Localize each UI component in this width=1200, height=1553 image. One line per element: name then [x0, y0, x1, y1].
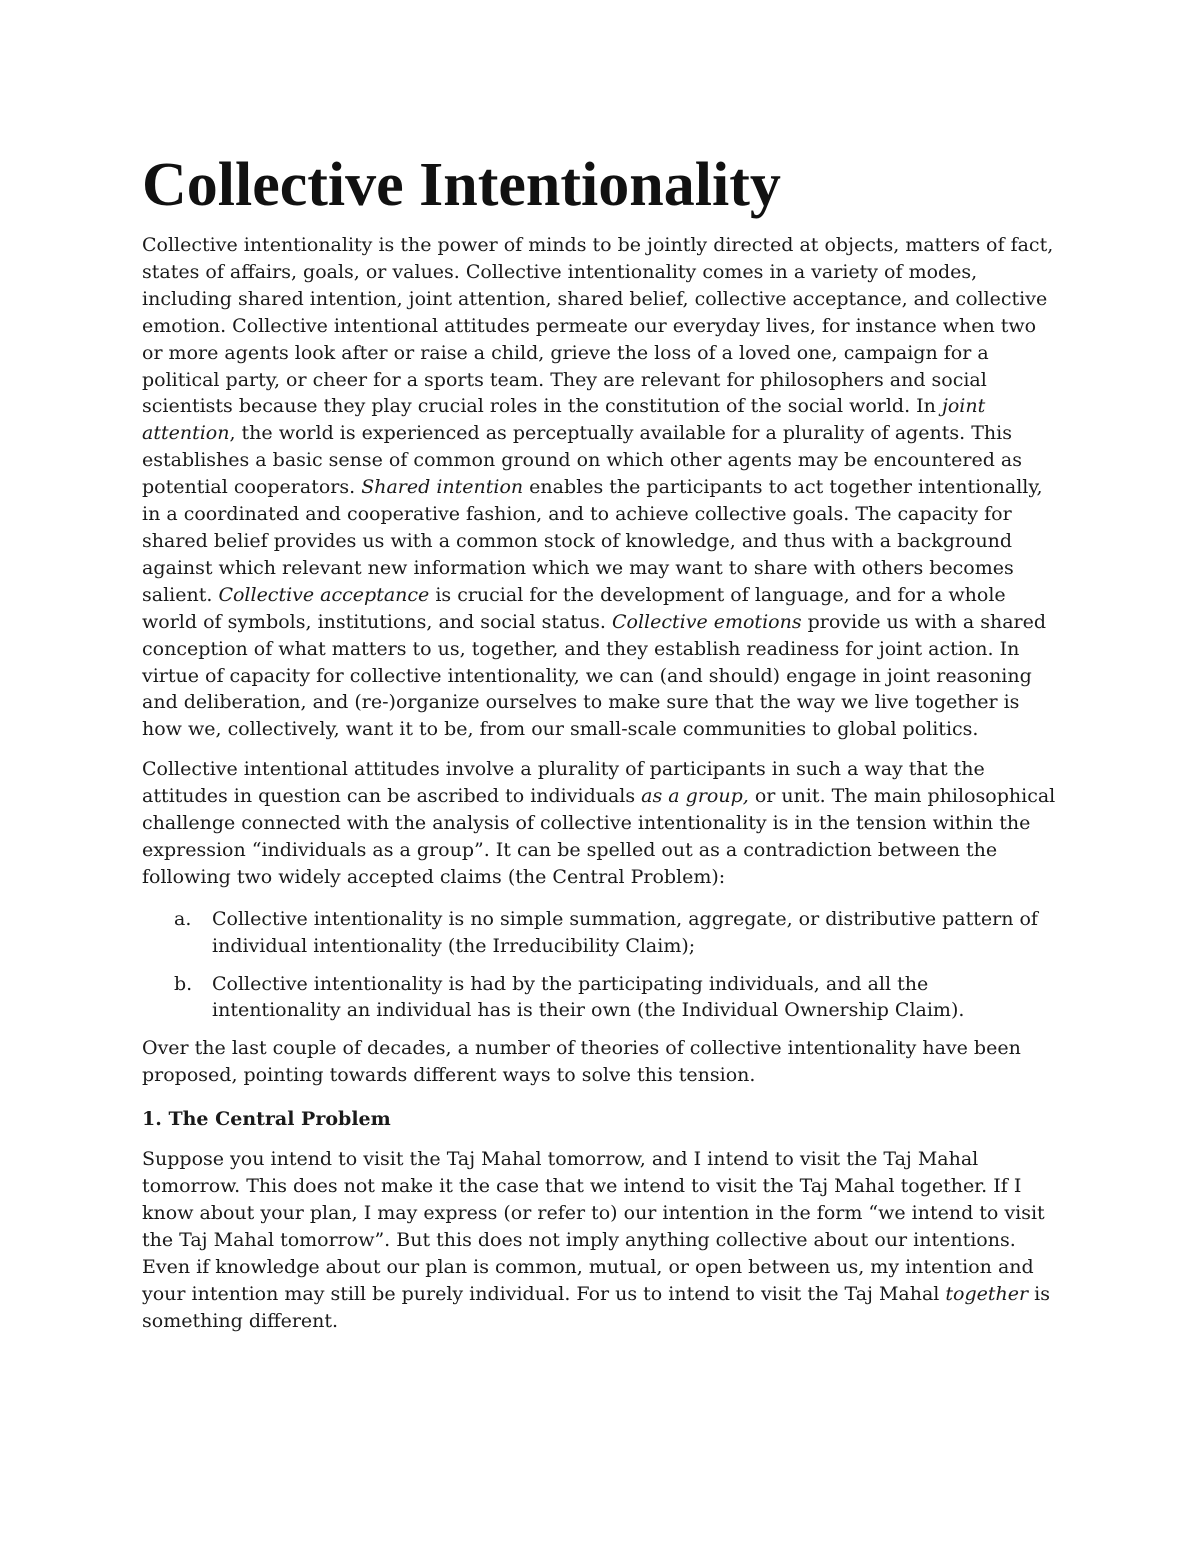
text-run: , the world is experienced as perceptually available for a plurality of agents. This establishes a basic sense of common ground on which other agents may be encountered as potential cooperators.: [142, 422, 1022, 499]
list-item-text: Collective intentionality is had by the participating individuals, and all the intentionality an individual has is their own (the Individual Ownership Claim).: [212, 972, 965, 1022]
emphasis-joint-attention: joint attention: [142, 395, 986, 445]
text-run: is crucial for the development of language, and for a whole world of symbols, institutions, and social status.: [142, 583, 1006, 633]
emphasis-together: together: [945, 1282, 1029, 1305]
claims-list: [142, 906, 1062, 1025]
emphasis-collective-acceptance: Collective acceptance: [218, 583, 430, 606]
text-run: Suppose you intend to visit the Taj Mahal tomorrow, and I intend to visit the Taj Mahal tomorrow. This does not make it the case that we intend to visit the Taj Mahal together. If I know about your plan, I may express (or refer to) our intention in the form “we intend to visit the Taj Mahal tomorrow”. But this does not imply anything collective about our intentions. Even if knowledge about our plan is common, mutual, or open between us, my intention and your intention may still be purely individual. For us to intend to visit the Taj Mahal: [142, 1148, 1045, 1305]
text-run: enables the participants to act together intentionally, in a coordinated and cooperative fashion, and to achieve collective goals. The capacity for shared belief provides us with a common stock of knowledge, and thus with a background against which relevant new information which we may want to share with others becomes salient.: [142, 476, 1043, 606]
section-heading: 1. The Central Problem: [142, 1108, 391, 1131]
list-item: [142, 971, 1062, 1025]
document-page: [142, 150, 1062, 1347]
document-title: Collective Intentionality: [142, 151, 781, 219]
text-run: Collective intentionality is the power of minds to be jointly directed at objects, matters of fact, states of affairs, goals, or values. Collective intentionality comes in a variety of modes, including shared intention, joint attention, shared belief, collective acceptance, and collective emotion. Collective intentional attitudes permeate our everyday lives, for instance when two or more agents look after or raise a child, grieve the loss of a loved one, campaign for a political party, or cheer for a sports team. They are relevant for philosophers and social scientists because they play crucial roles in the constitution of the social world. In: [142, 234, 1054, 418]
list-item: [142, 906, 1062, 960]
emphasis-as-a-group: as a group,: [641, 785, 749, 808]
text-run: Collective intentional attitudes involve a plurality of participants in such a way that the attitudes in question can be ascribed to individuals: [142, 758, 985, 808]
emphasis-shared-intention: Shared intention: [361, 476, 524, 499]
theories-paragraph: Over the last couple of decades, a number of theories of collective intentionality have been proposed, pointing towards different ways to solve this tension.: [142, 1037, 1021, 1087]
text-run: or unit. The main philosophical challenge connected with the analysis of collective intentionality is in the tension within the expression “individuals as a group”. It can be spelled out as a contradiction between the following two widely accepted claims (the Central Problem):: [142, 785, 1056, 888]
list-marker: a.: [174, 907, 192, 930]
intro-paragraph: [142, 232, 1062, 743]
text-run: provide us with a shared conception of what matters to us, together, and they establish readiness for joint action. In virtue of capacity for collective intentionality, we can (and should) engage in joint reasoning and deliberation, and (re-)organize ourselves to make sure that the way we live together is how we, collectively, want it to be, from our small-scale communities to global politics.: [142, 610, 1047, 741]
text-run: is something different.: [142, 1282, 1050, 1332]
emphasis-collective-emotions: Collective emotions: [611, 610, 802, 633]
list-item-text: Collective intentionality is no simple summation, aggregate, or distributive pattern of individual intentionality (the Irreducibility Claim);: [212, 907, 1038, 957]
central-problem-paragraph: [142, 756, 1062, 891]
list-marker: b.: [174, 972, 193, 995]
section-paragraph: [142, 1146, 1062, 1334]
